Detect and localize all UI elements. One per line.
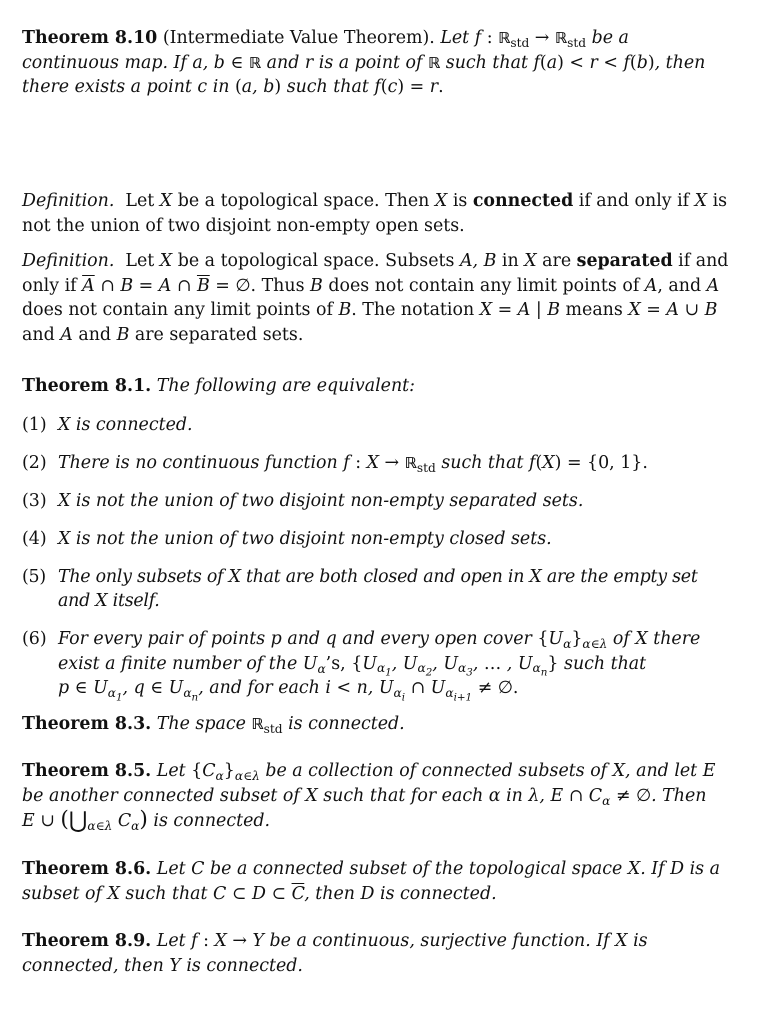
theorem-label: Theorem 8.3. [22, 714, 152, 734]
text: Let [156, 931, 186, 951]
list-item [22, 627, 730, 704]
math: α [488, 785, 501, 806]
math: X [524, 251, 537, 271]
text: such that [125, 883, 208, 904]
text: and [266, 52, 300, 73]
math: $\{U_\alpha\}_{\alpha\in\lambda}$ [537, 629, 608, 651]
text: be a continuous map. If [22, 28, 629, 73]
theorem-label: Theorem 8.1. [22, 376, 152, 396]
text: and [22, 324, 55, 345]
text: if and only if [22, 251, 729, 296]
text: , then [304, 883, 355, 904]
math: B [310, 275, 323, 296]
math: D [360, 883, 375, 904]
math: f(a) < r < f(b) [533, 52, 655, 73]
text: , then there exists a point [22, 52, 706, 97]
theorem-8-10 [22, 26, 730, 100]
text: such that [441, 452, 524, 473]
math: E ∪ ($⋃_{\alpha\in\lambda}$ $C_\alpha$) [22, 807, 148, 834]
text: such that [286, 77, 369, 97]
text: is connected. [186, 955, 303, 976]
definition-label: Definition. [22, 191, 115, 211]
math: f : X → ℝ$_{std}$ [343, 452, 436, 475]
text: of [612, 629, 630, 649]
text: Let [440, 28, 470, 48]
definition-label: Definition. [22, 251, 115, 271]
text: . Then [651, 785, 707, 806]
math: X [615, 931, 628, 951]
item-number: (2) [22, 452, 47, 473]
text: means [565, 300, 623, 320]
text: . The notation [351, 300, 475, 320]
text: if and only if [578, 191, 690, 211]
math: $U_\alpha’s$, {$U_{\alpha_1}$, $U_{\alpha_2}$, $U_{\alpha_3}$, … , $U_{\alpha_n}$} [302, 653, 559, 679]
item-number: (6) [22, 629, 47, 649]
math: Y [169, 955, 181, 976]
text: such that [564, 653, 647, 674]
math: r [304, 52, 314, 73]
math: X [58, 490, 71, 511]
text: be another connected subset of [22, 785, 300, 806]
math: A, B [459, 251, 497, 271]
text: . Thus [250, 275, 305, 296]
math: f : X → Y [191, 931, 265, 951]
math: X [434, 191, 448, 211]
math: f(c) = r. [374, 77, 444, 97]
text: are [542, 251, 572, 271]
text: that are both closed and open in [245, 566, 525, 587]
text: The only subsets of [58, 566, 224, 587]
theorem-name: (Intermediate Value Theorem). [162, 28, 435, 48]
math: f : ℝ$_{std}$ → ℝ$_{std}$ [474, 28, 587, 50]
text: There is no continuous function [58, 452, 338, 473]
list-item [22, 451, 730, 476]
text: is connected. [288, 714, 405, 734]
math: λ, E ∩ $C_\alpha$ ≠ ∅ [528, 785, 652, 808]
math: X [529, 566, 542, 587]
text: be a collection of connected subsets of [265, 761, 608, 781]
text: is not the union of two disjoint non-empty separated sets. [75, 490, 584, 511]
text: and [78, 324, 112, 345]
math: A [706, 275, 720, 296]
math: X = A ∪ B [628, 300, 718, 320]
defined-term: separated [576, 251, 673, 271]
math: D [670, 859, 685, 879]
text: Let [125, 251, 155, 271]
text: be a connected subset of the topological space [210, 859, 623, 879]
math: X = A | B [479, 300, 560, 320]
text: does not contain any limit points of [22, 300, 333, 320]
text: , and [657, 275, 702, 296]
text: is [452, 191, 468, 211]
text: such that for each [323, 785, 484, 806]
text: is not the union of two disjoint non-empty open sets. [22, 191, 728, 236]
item-number: (4) [22, 528, 47, 549]
text: Let [156, 761, 186, 781]
math: B [338, 300, 352, 320]
text: The space [156, 714, 246, 734]
math: E [702, 761, 716, 781]
text: are separated sets. [134, 324, 304, 345]
text: is connected, then [22, 931, 648, 976]
text: itself. [112, 591, 160, 611]
text: in [212, 77, 230, 97]
math: f(X) = {0, 1}. [529, 452, 648, 473]
definition-separated [22, 249, 730, 347]
math: q [325, 629, 337, 649]
math: ℝ$_{std}$ [251, 715, 283, 736]
text: in [506, 785, 523, 806]
math: X [58, 528, 71, 549]
text: For every pair of points [58, 629, 266, 649]
math: X [612, 761, 626, 781]
math: X [694, 191, 708, 211]
text: is a point of [318, 52, 423, 73]
math: X [305, 785, 318, 806]
list-item [22, 565, 730, 614]
text: is connected. [75, 414, 193, 435]
math: A [60, 324, 73, 345]
math: $\overline{A}$ ∩ B = A ∩ $\overline{B}$ = ∅ [82, 275, 251, 296]
list-item [22, 527, 730, 552]
item-number: (3) [22, 490, 47, 511]
text: , and for each [198, 678, 320, 698]
text: Let [125, 191, 155, 211]
item-number: (1) [22, 414, 47, 435]
theorem-label: Theorem 8.10 [22, 28, 158, 48]
math: i < n, $U_{\alpha_i}$ ∩ $U_{\alpha_{i+1}}$ ≠ ∅. [325, 678, 519, 704]
theorem-8-6 [22, 857, 730, 906]
text: , and let [625, 761, 698, 781]
text: is a subset of [22, 859, 721, 904]
item-number: (5) [22, 566, 46, 587]
theorem-label: Theorem 8.5. [22, 761, 152, 781]
math: X [159, 251, 173, 271]
text: is connected. [380, 883, 497, 904]
math: C ⊂ D ⊂ $\overline{C}$ [213, 883, 305, 904]
text: are the empty set and [58, 566, 698, 611]
text: is not the union of two disjoint non-empty closed sets. [75, 528, 552, 549]
theorem-8-1 [22, 374, 730, 704]
math: X [107, 883, 120, 904]
text: in [501, 251, 519, 271]
text: and [287, 629, 321, 649]
list-item [22, 489, 730, 514]
list-item [22, 413, 730, 438]
theorem-label: Theorem 8.6. [22, 859, 152, 879]
text: Let [156, 859, 186, 879]
math: $\{C_\alpha\}_{\alpha\in\lambda}$ [191, 761, 260, 783]
math: C [191, 859, 205, 879]
math: X [228, 566, 241, 587]
math: X [627, 859, 641, 879]
text: be a continuous, surjective function. If [269, 931, 610, 951]
math: B [116, 324, 130, 345]
text: does not contain any limit points of [328, 275, 640, 296]
theorem-8-5 [22, 759, 730, 834]
theorem-label: Theorem 8.9. [22, 931, 152, 951]
math: X [95, 591, 108, 611]
text: and every open cover [342, 629, 532, 649]
math: X [58, 414, 71, 435]
definition-connected [22, 189, 730, 238]
text: there exist a finite number of the [58, 629, 701, 674]
text: such that [445, 52, 528, 73]
math: A [644, 275, 658, 296]
math: p ∈ $U_{\alpha_1}$, q ∈ $U_{\alpha_n}$ [58, 678, 199, 704]
math: X [159, 191, 173, 211]
text: be a topological space. Then [177, 191, 430, 211]
math: a, b ∈ ℝ [192, 52, 262, 73]
text: . If [640, 859, 665, 879]
text: be a topological space. Subsets [177, 251, 455, 271]
math: ℝ [428, 53, 441, 72]
math: (a, b) [235, 77, 282, 97]
theorem-8-3 [22, 712, 730, 737]
math: p [270, 629, 282, 649]
text: is connected. [153, 811, 271, 831]
math: X [635, 629, 648, 649]
defined-term: connected [472, 191, 574, 211]
theorem-intro: The following are equivalent: [156, 376, 415, 396]
math: c [197, 77, 208, 97]
theorem-8-9 [22, 929, 730, 978]
